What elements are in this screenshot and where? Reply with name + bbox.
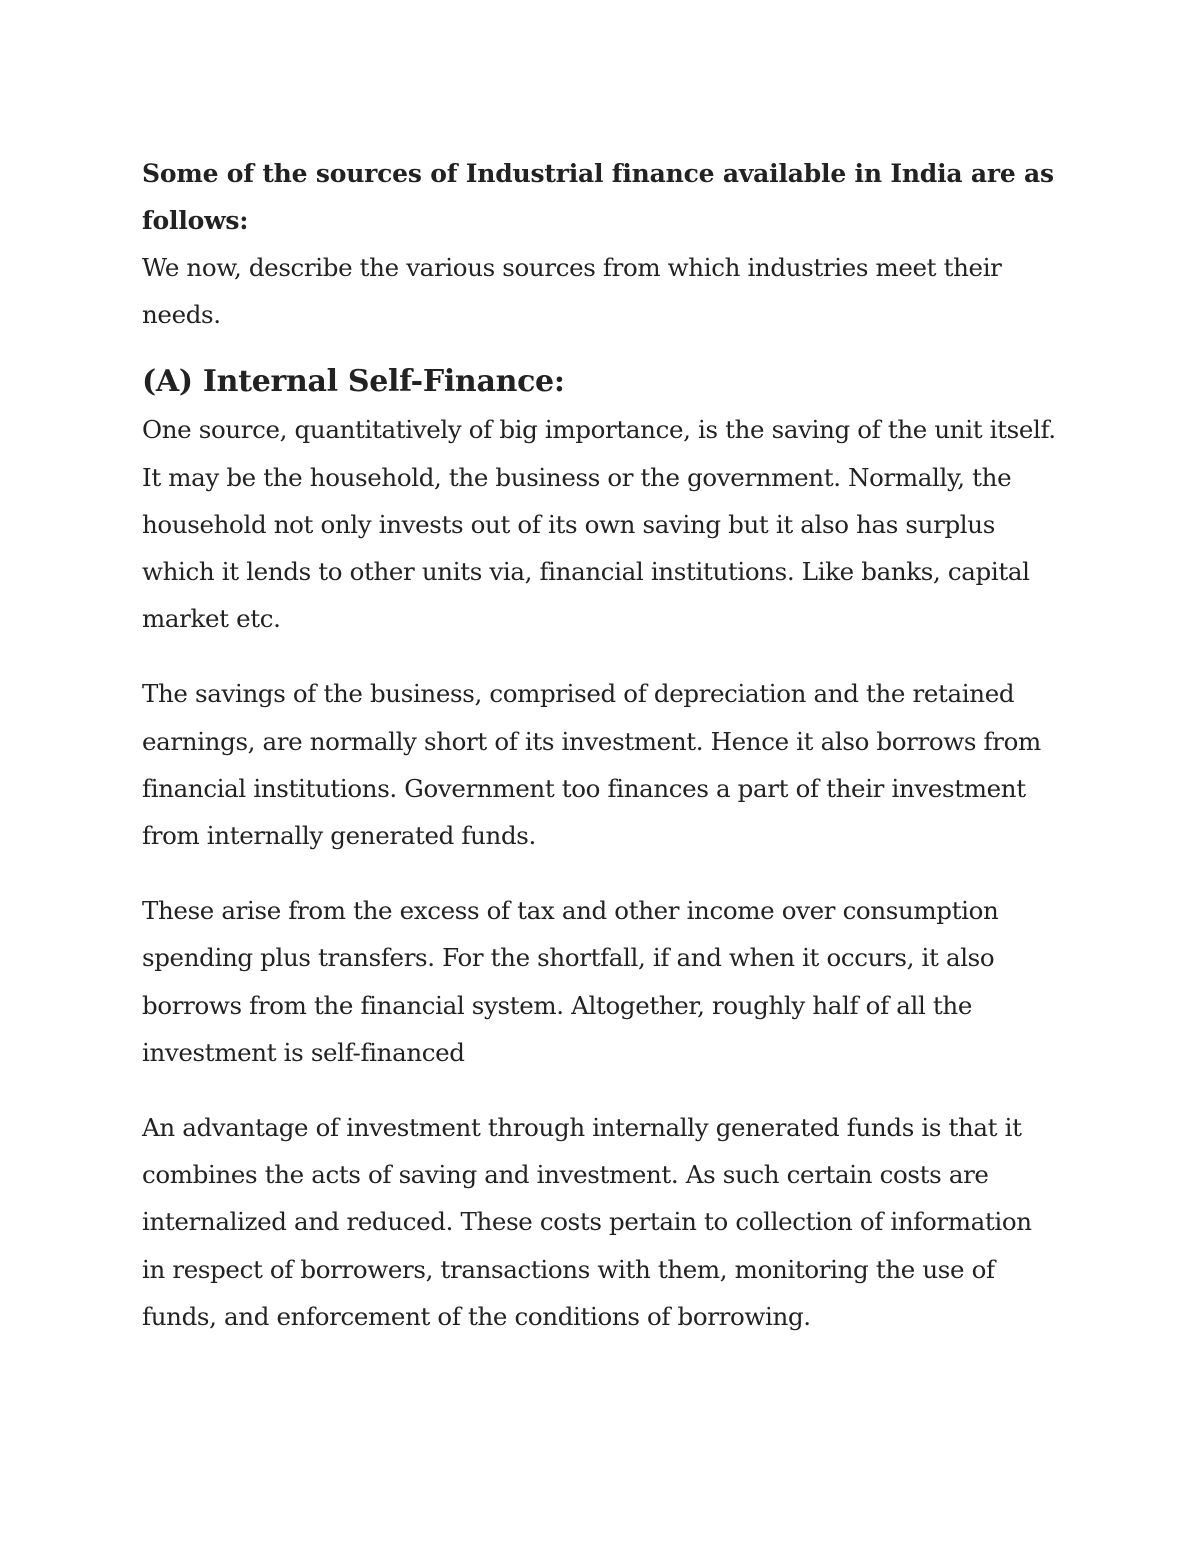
paragraph-4: An advantage of investment through internally generated funds is that it combines the acts of saving and investment. As such certain costs are internalized and reduced. These costs pertain to collection of information in respect of borrowers, transactions with them, monitoring the use of funds, and enforcement of the conditions of borrowing. [142, 1113, 1032, 1331]
document-page [142, 150, 1062, 1340]
intro-heading: Some of the sources of Industrial finance available in India are as follows: [142, 159, 1054, 235]
paragraph-3: These arise from the excess of tax and other income over consumption spending plus transfers. For the shortfall, if and when it occurs, it also borrows from the financial system. Altogether, roughly half of all the investment is self-financed [142, 896, 999, 1067]
paragraph-1: One source, quantitatively of big importance, is the saving of the unit itself. It may be the household, the business or the government. Normally, the household not only invests out of its own saving but it also has surplus which it lends to other units via, financial institutions. Like banks, capital market etc. [142, 415, 1056, 634]
paragraph-2: The savings of the business, comprised of depreciation and the retained earnings, are normally short of its investment. Hence it also borrows from financial institutions. Government too finances a part of their investment from internally generated funds. [142, 679, 1041, 851]
section-heading: (A) Internal Self-Finance: [142, 364, 565, 400]
intro-text: We now, describe the various sources from which industries meet their needs. [142, 253, 1002, 330]
